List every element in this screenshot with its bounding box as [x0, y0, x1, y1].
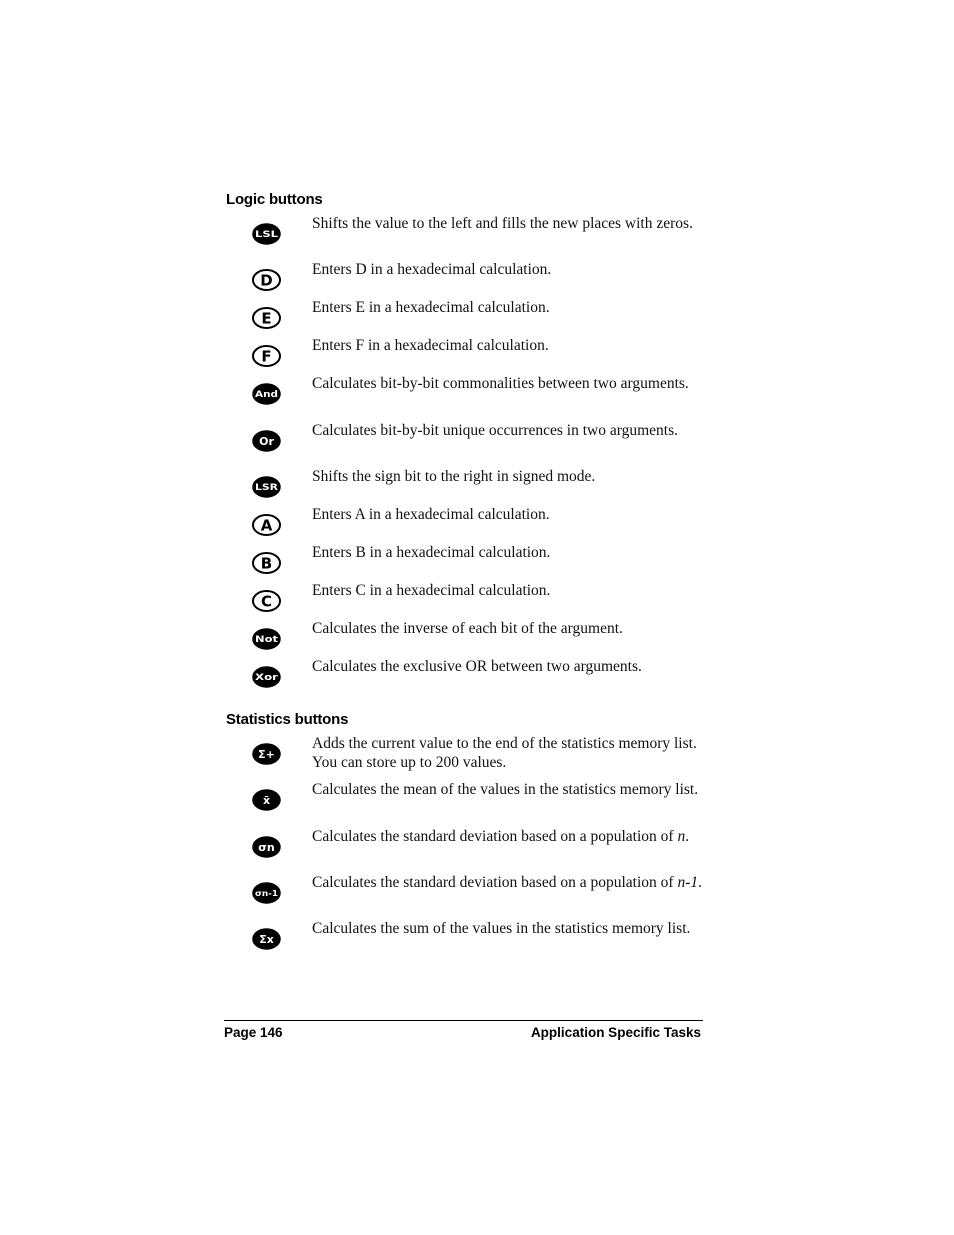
- svg-text:F: F: [261, 347, 272, 366]
- svg-text:LSR: LSR: [255, 483, 279, 494]
- svg-text:σn-1: σn-1: [255, 888, 279, 898]
- chapter-title: Application Specific Tasks: [530, 1025, 701, 1040]
- button-description: Calculates the exclusive OR between two arguments.: [312, 658, 642, 675]
- svg-text:x̄: x̄: [262, 793, 271, 807]
- svg-text:A: A: [260, 516, 273, 535]
- sigma-plus-button-icon: [252, 743, 281, 765]
- f-button-icon: [252, 345, 281, 367]
- button-description: Enters E in a hexadecimal calculation.: [312, 299, 550, 316]
- description-text: Calculates the standard deviation based on a population of: [312, 828, 678, 845]
- button-description: Shifts the sign bit to the right in signed mode.: [312, 468, 596, 485]
- button-description: Enters A in a hexadecimal calculation.: [312, 506, 550, 523]
- svg-text:LSL: LSL: [255, 230, 279, 241]
- description-text: Calculates the standard deviation based on a population of: [312, 874, 678, 891]
- button-description: Enters B in a hexadecimal calculation.: [312, 544, 551, 561]
- xor-button-icon: [252, 666, 281, 688]
- svg-text:C: C: [260, 592, 273, 611]
- sigma-n-1-button-icon: [252, 882, 281, 904]
- button-description: Enters D in a hexadecimal calculation.: [312, 261, 552, 278]
- logic-buttons-heading: Logic buttons: [226, 191, 323, 208]
- lsr-button-icon: [252, 476, 281, 498]
- button-description: Adds the current value to the end of the statistics memory list. You can store up to 200 values.: [312, 735, 697, 771]
- statistics-buttons-heading: Statistics buttons: [226, 711, 349, 728]
- sigma-n-button-icon: [252, 836, 281, 858]
- description-text-end: .: [698, 874, 702, 891]
- b-button-icon: [252, 552, 281, 574]
- svg-text:E: E: [261, 309, 272, 328]
- button-description: Enters C in a hexadecimal calculation.: [312, 582, 551, 599]
- description-variable: n: [677, 828, 686, 845]
- description-text-end: .: [685, 828, 690, 845]
- svg-text:And: And: [255, 390, 278, 401]
- button-description: Calculates the mean of the values in the statistics memory list.: [312, 781, 699, 798]
- page-number: Page 146: [224, 1025, 283, 1040]
- button-description: Enters F in a hexadecimal calculation.: [312, 337, 549, 354]
- sigma-x-button-icon: [252, 928, 281, 950]
- button-description: Calculates bit-by-bit unique occurrences in two arguments.: [312, 422, 679, 439]
- button-description: Calculates the sum of the values in the statistics memory list.: [312, 920, 691, 937]
- or-button-icon: [252, 430, 281, 452]
- a-button-icon: [252, 514, 281, 536]
- svg-text:Xor: Xor: [255, 673, 279, 684]
- svg-text:D: D: [260, 271, 273, 290]
- e-button-icon: [252, 307, 281, 329]
- svg-text:Or: Or: [259, 434, 274, 448]
- svg-text:σn: σn: [258, 840, 275, 854]
- c-button-icon: [252, 590, 281, 612]
- lsl-button-icon: [252, 223, 281, 245]
- description-variable: n-1: [677, 874, 699, 891]
- button-description: [312, 874, 702, 893]
- and-button-icon: [252, 383, 281, 405]
- mean-button-icon: [252, 789, 281, 811]
- button-description: [312, 828, 702, 847]
- svg-text:Σx: Σx: [259, 932, 274, 946]
- footer-divider: [224, 1020, 703, 1021]
- d-button-icon: [252, 269, 281, 291]
- button-description: Calculates bit-by-bit commonalities between two arguments.: [312, 375, 689, 392]
- not-button-icon: [252, 628, 281, 650]
- svg-text:Not: Not: [255, 635, 279, 646]
- button-description: Calculates the inverse of each bit of the argument.: [312, 620, 623, 637]
- button-description: Shifts the value to the left and fills the new places with zeros.: [312, 215, 693, 232]
- svg-text:Σ+: Σ+: [258, 747, 275, 761]
- svg-text:B: B: [260, 554, 273, 573]
